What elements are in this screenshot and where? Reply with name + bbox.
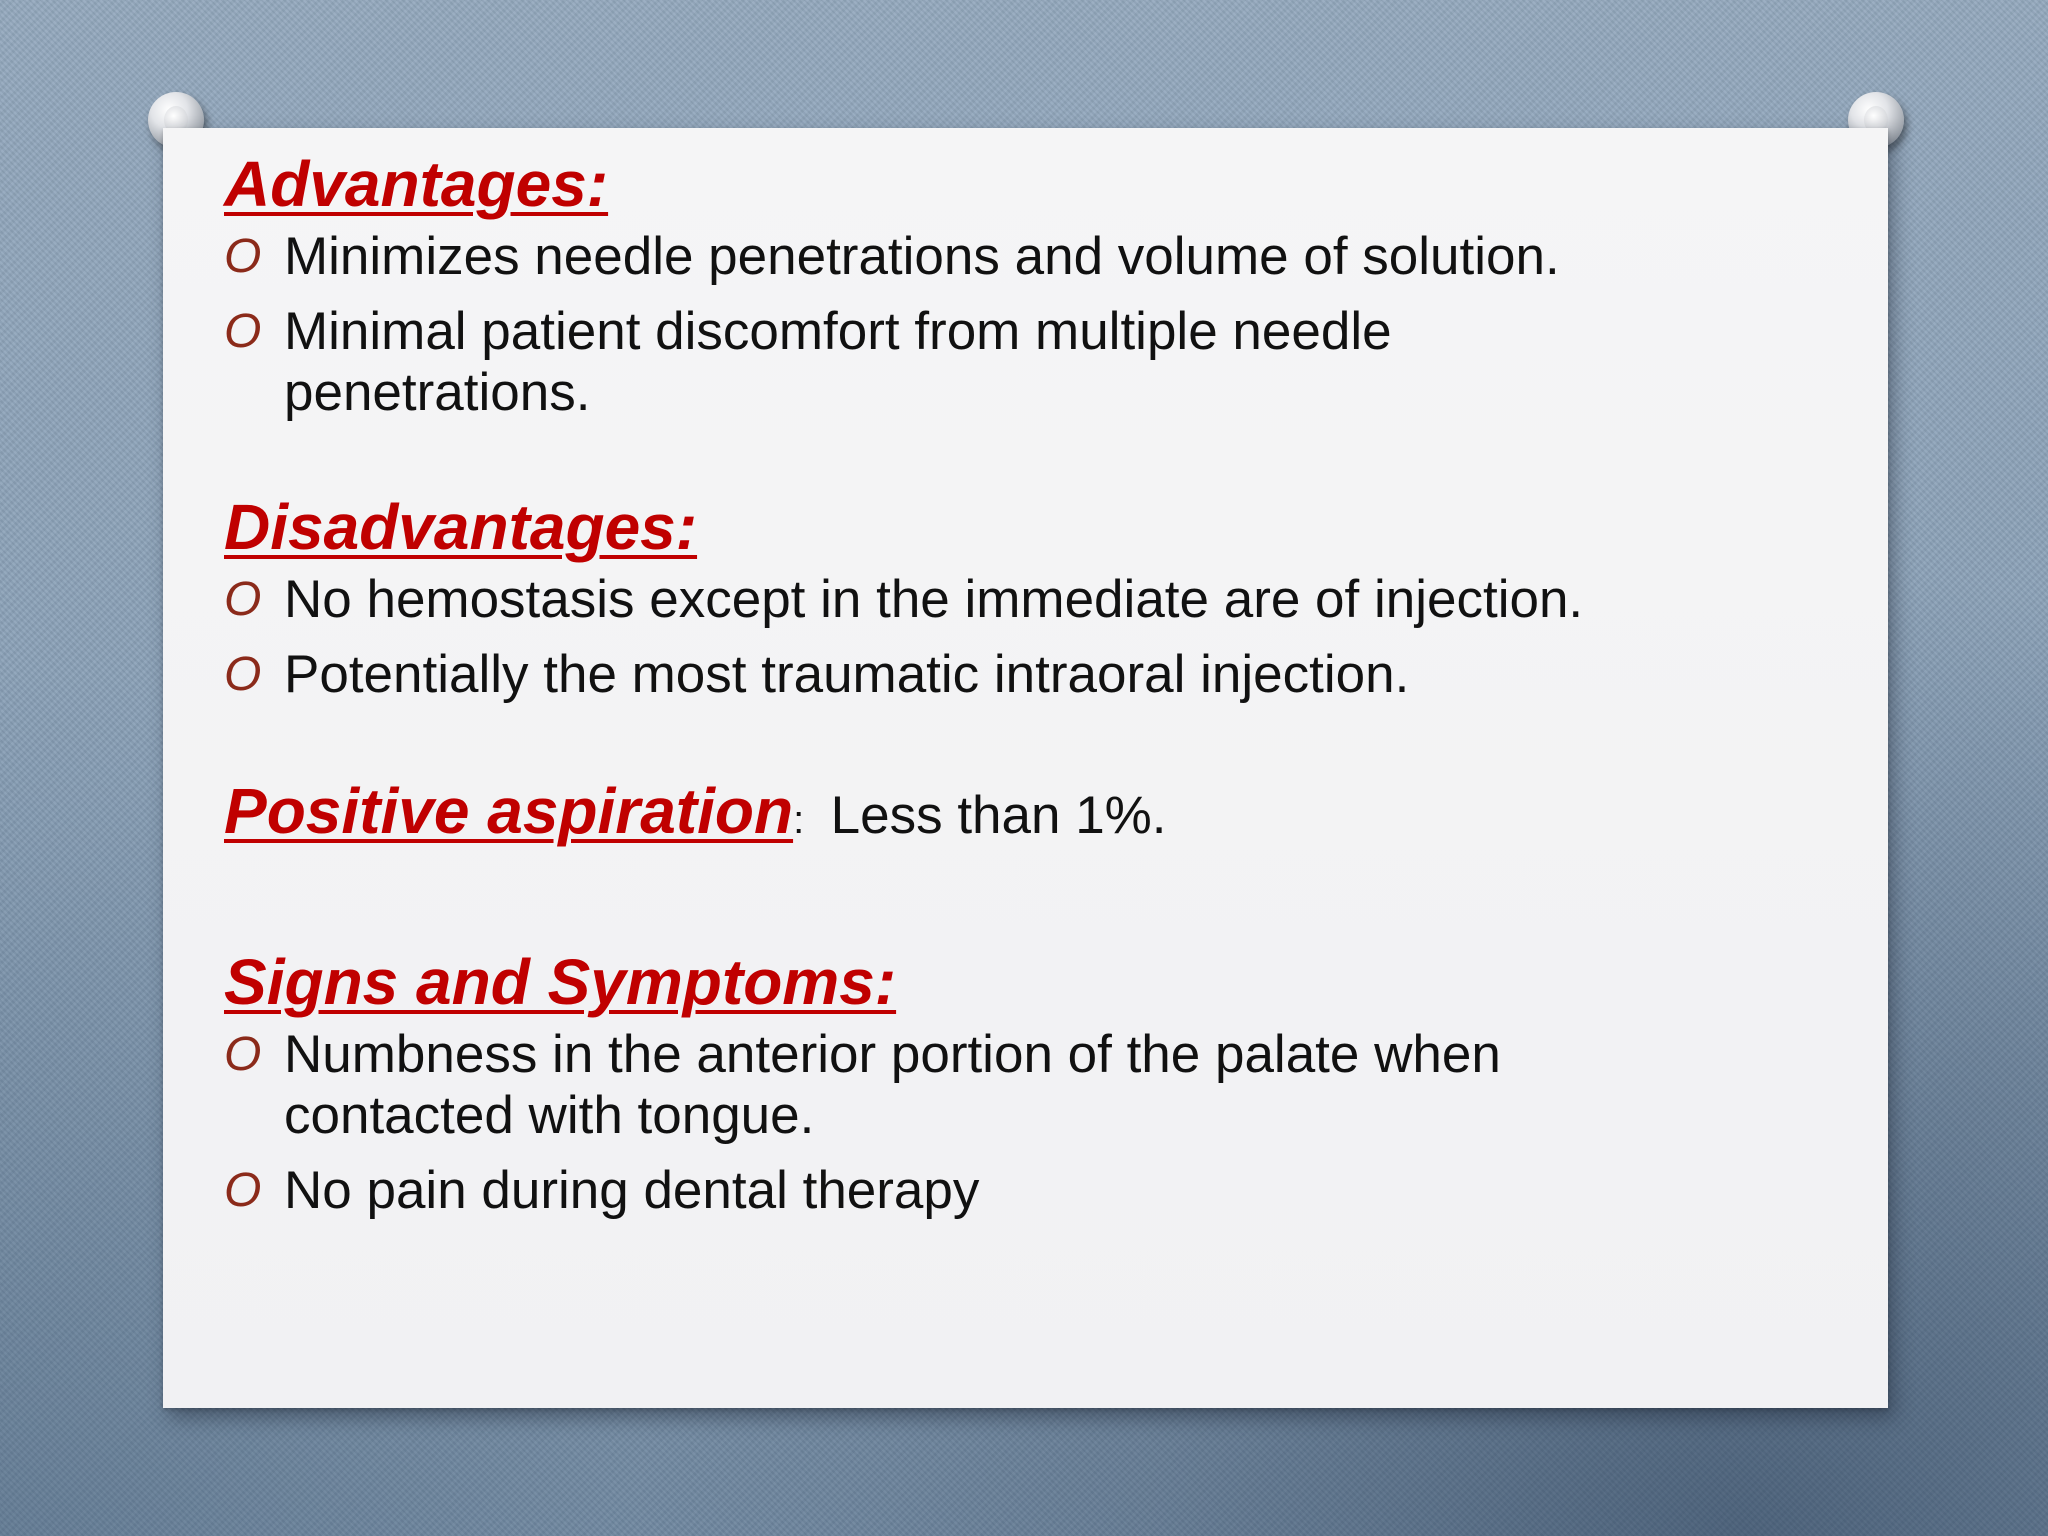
positive-aspiration-heading: Positive aspiration [224, 775, 794, 847]
bullet-icon: O [224, 573, 262, 626]
disadvantages-list [224, 569, 1844, 705]
list-item-text: Minimal patient discomfort from multiple needle penetrations. [284, 302, 1392, 422]
bullet-icon: O [224, 1028, 262, 1081]
bullet-icon: O [224, 305, 262, 358]
list-item-text: Potentially the most traumatic intraoral injection. [284, 645, 1410, 704]
disadvantages-heading: Disadvantages: [224, 491, 698, 563]
list-item-text: No hemostasis except in the immediate are of injection. [284, 570, 1584, 629]
signs-and-symptoms-list [224, 1024, 1844, 1221]
list-item [224, 301, 1844, 423]
positive-aspiration-separator: : [793, 798, 805, 842]
advantages-section [224, 146, 1844, 423]
positive-aspiration-value: Less than 1%. [830, 786, 1167, 845]
bullet-icon: O [224, 230, 262, 283]
positive-aspiration-section [224, 773, 1844, 858]
slide-content [224, 146, 1844, 1221]
list-item [224, 1160, 1844, 1221]
list-item [224, 1024, 1844, 1146]
bullet-icon: O [224, 1164, 262, 1217]
list-item-text: No pain during dental therapy [284, 1161, 980, 1220]
signs-and-symptoms-heading: Signs and Symptoms: [224, 946, 897, 1018]
list-item-text: Numbness in the anterior portion of the palate when contacted with tongue. [284, 1025, 1501, 1145]
bullet-icon: O [224, 648, 262, 701]
advantages-heading: Advantages: [224, 148, 609, 220]
list-item [224, 569, 1844, 630]
list-item [224, 644, 1844, 705]
disadvantages-section [224, 489, 1844, 705]
advantages-list [224, 226, 1844, 423]
list-item [224, 226, 1844, 287]
list-item-text: Minimizes needle penetrations and volume of solution. [284, 227, 1560, 286]
signs-and-symptoms-section [224, 944, 1844, 1221]
